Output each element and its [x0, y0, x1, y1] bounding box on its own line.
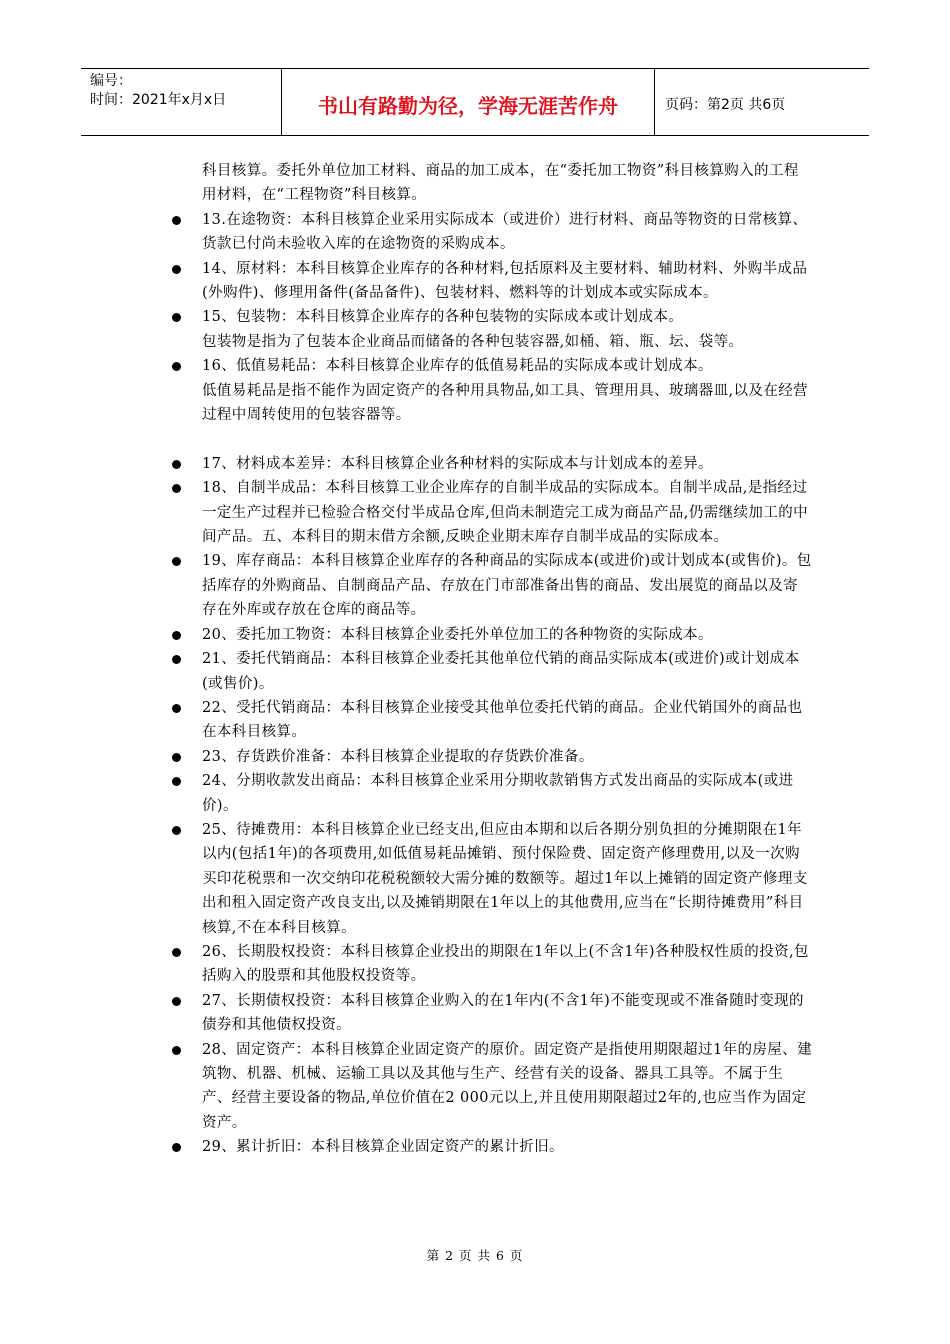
paragraph-text: 28、固定资产：本科目核算企业固定资产的原价。固定资产是指使用期限超过1年的房屋、建筑物、机器、机械、运输工具以及其他与生产、经营有关的设备、器具工具等。不属于生产、经营主要设备的物品,单位价值在2 000元以上,并且使用期限超过2年的,也应当作为固定资产。: [202, 1041, 812, 1131]
bullet-icon: [172, 631, 181, 640]
body-paragraph: [168, 330, 812, 354]
paragraph-text: 包装物是指为了包装本企业商品而储备的各种包装容器,如桶、箱、瓶、坛、袋等。: [202, 333, 744, 350]
bullet-list-item: [168, 476, 812, 549]
bullet-list-item: [168, 745, 812, 769]
bullet-icon: [172, 997, 181, 1006]
bullet-list-item: [168, 354, 812, 378]
bullet-list-item: [168, 696, 812, 745]
page-footer: 第 2 页 共 6 页: [426, 1248, 524, 1263]
bullet-list-item: [168, 940, 812, 989]
paragraph-text: 24、分期收款发出商品：本科目核算企业采用分期收款销售方式发出商品的实际成本(或进价)。: [202, 773, 794, 814]
header-motto: 书山有路勤为径，学海无涯苦作舟: [282, 69, 655, 135]
body-paragraph: [168, 159, 812, 208]
bullet-list-item: [168, 257, 812, 306]
bullet-list-item: [168, 305, 812, 329]
bullet-list-item: [168, 989, 812, 1038]
body-paragraph: [168, 379, 812, 428]
paragraph-text: 19、库存商品：本科目核算企业库存的各种商品的实际成本(或进价)或计划成本(或售价)。包括库存的外购商品、自制商品产品、存放在门市部准备出售的商品、发出展览的商品以及寄存在外库或存放在仓库的商品等。: [202, 553, 812, 619]
bullet-icon: [172, 557, 181, 566]
paragraph-text: 22、受托代销商品：本科目核算企业接受其他单位委托代销的商品。企业代销国外的商品也在本科目核算。: [202, 699, 803, 741]
bullet-icon: [172, 1143, 181, 1152]
bullet-icon: [172, 265, 181, 274]
bullet-icon: [172, 704, 181, 713]
bullet-list-item: [168, 1038, 812, 1136]
paragraph-text: 23、存货跌价准备：本科目核算企业提取的存货跌价准备。: [202, 748, 594, 765]
bullet-icon: [172, 362, 181, 371]
document-body: [168, 159, 812, 1160]
bullet-list-item: [168, 452, 812, 476]
paragraph-text: 26、长期股权投资：本科目核算企业投出的期限在1年以上(不含1年)各种股权性质的投资,包括购入的股票和其他股权投资等。: [202, 943, 809, 985]
paragraph-text: 27、长期债权投资：本科目核算企业购入的在1年内(不含1年)不能变现或不准备随时变现的债券和其他债权投资。: [202, 992, 804, 1034]
bullet-list-item: [168, 647, 812, 696]
bullet-icon: [172, 777, 181, 786]
bullet-icon: [172, 1046, 181, 1055]
paragraph-text: 14、原材料：本科目核算企业库存的各种材料,包括原料及主要材料、辅助材料、外购半成品(外购件)、修理用备件(备品备件)、包装材料、燃料等的计划成本或实际成本。: [202, 260, 808, 302]
body-paragraph: [168, 427, 812, 451]
paragraph-text: 21、委托代销商品：本科目核算企业委托其他单位代销的商品实际成本(或进价)或计划成本(或售价)。: [202, 651, 800, 692]
page-header: [81, 68, 869, 136]
bullet-list-item: [168, 818, 812, 940]
bullet-list-item: [168, 769, 812, 818]
paragraph-text: 17、材料成本差异：本科目核算企业各种材料的实际成本与计划成本的差异。: [202, 455, 713, 472]
paragraph-text: 科目核算。委托外单位加工材料、商品的加工成本，在“委托加工物资”科目核算购入的工程用材料，在“工程物资”科目核算。: [202, 163, 799, 204]
paragraph-text: 15、包装物：本科目核算企业库存的各种包装物的实际成本或计划成本。: [202, 309, 684, 326]
bullet-icon: [172, 655, 181, 664]
paragraph-text: 20、委托加工物资：本科目核算企业委托外单位加工的各种物资的实际成本。: [202, 626, 713, 643]
bullet-list-item: [168, 623, 812, 647]
bullet-icon: [172, 216, 181, 225]
bullet-icon: [172, 948, 181, 957]
bullet-list-item: [168, 549, 812, 622]
paragraph-text: 16、低值易耗品：本科目核算企业库存的低值易耗品的实际成本或计划成本。: [202, 358, 713, 375]
bullet-icon: [172, 753, 181, 762]
bullet-icon: [172, 313, 181, 322]
bullet-list-item: [168, 1135, 812, 1159]
header-meta-cell: [81, 69, 282, 135]
header-page-indicator: 页码：第2页 共6页: [665, 97, 786, 113]
bullet-icon: [172, 826, 181, 835]
paragraph-text: 18、自制半成品：本科目核算工业企业库存的自制半成品的实际成本。自制半成品,是指经过一定生产过程并已检验合格交付半成品仓库,但尚未制造完工成为商品产品,仍需继续加工的中间产品。五、本科目的期末借方余额,反映企业期末库存自制半成品的实际成本。: [202, 480, 809, 546]
paragraph-text: 13.在途物资：本科目核算企业采用实际成本（或进价）进行材料、商品等物资的日常核算、货款已付尚未验收入库的在途物资的采购成本。: [202, 211, 808, 253]
bullet-icon: [172, 460, 181, 469]
document-date-label: 时间：2021年x月x日: [90, 92, 227, 108]
paragraph-text: 29、累计折旧：本科目核算企业固定资产的累计折旧。: [202, 1139, 564, 1156]
bullet-list-item: [168, 208, 812, 257]
document-number-label: 编号：: [90, 73, 132, 89]
paragraph-text: 25、待摊费用：本科目核算企业已经支出,但应由本期和以后各期分别负担的分摊期限在1年以内(包括1年)的各项费用,如低值易耗品摊销、预付保险费、固定资产修理费用,以及一次购买印花税票和一次交纳印花税税额较大需分摊的数额等。超过1年以上摊销的固定资产修理支出和租入固定资产改良支出,以及摊销期限在1年以上的其他费用,应当在“长期待摊费用”科目核算,不在本科目核算。: [202, 821, 808, 936]
paragraph-text: 低值易耗品是指不能作为固定资产的各种用具物品,如工具、管理用具、玻璃器皿,以及在经营过程中周转使用的包装容器等。: [202, 382, 809, 424]
bullet-icon: [172, 484, 181, 493]
